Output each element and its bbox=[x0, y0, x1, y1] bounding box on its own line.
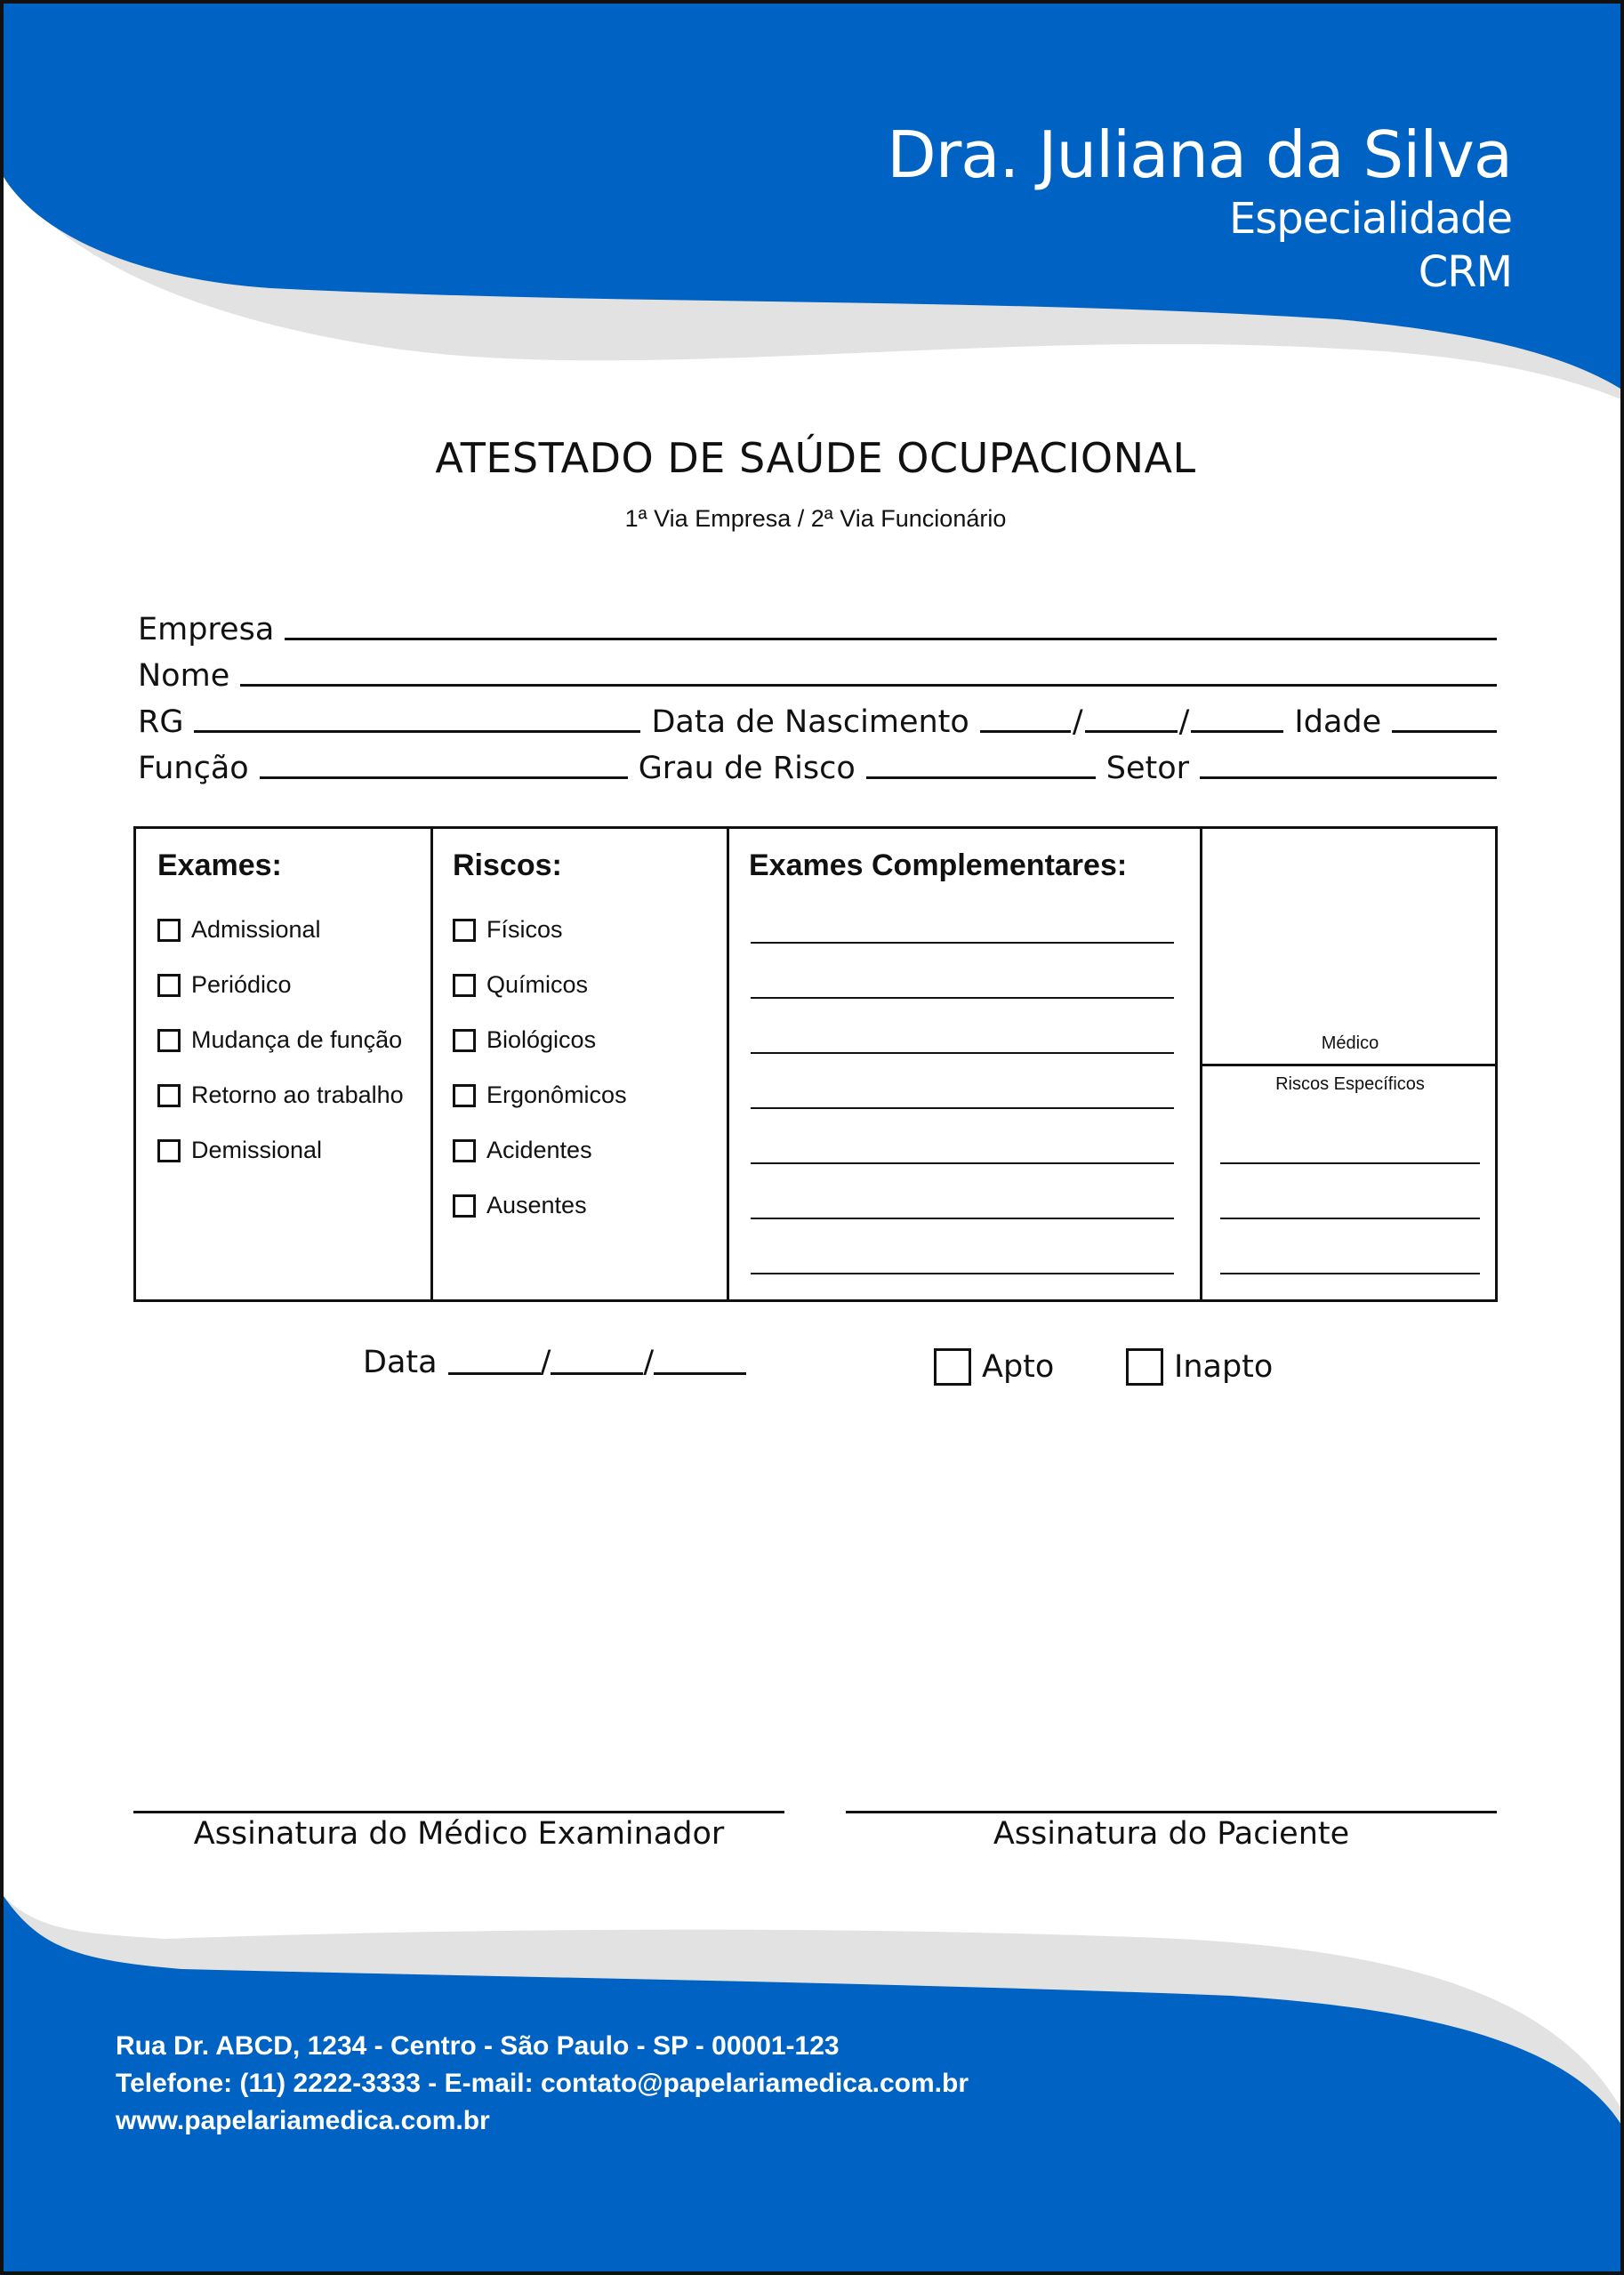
form-subtitle: 1ª Via Empresa / 2ª Via Funcionário bbox=[624, 505, 1007, 532]
date-separator: / bbox=[1178, 704, 1190, 740]
exam-date-year-field[interactable] bbox=[654, 1372, 746, 1375]
checkbox-label: Acidentes bbox=[486, 1137, 592, 1163]
apto-label: Apto bbox=[982, 1349, 1055, 1385]
checkbox-icon[interactable] bbox=[453, 1029, 476, 1052]
field-row-rg-nascimento bbox=[138, 695, 1497, 740]
data-nascimento-label: Data de Nascimento bbox=[651, 704, 969, 740]
form-title: ATESTADO DE SAÚDE OCUPACIONAL bbox=[435, 434, 1196, 482]
checkbox-label: Químicos bbox=[486, 971, 589, 998]
exam-date-month-field[interactable] bbox=[551, 1372, 643, 1375]
checkbox-biologicos[interactable] bbox=[453, 1026, 596, 1054]
nome-field[interactable] bbox=[240, 684, 1497, 687]
date-separator: / bbox=[643, 1345, 655, 1380]
grau-risco-field[interactable] bbox=[866, 776, 1096, 779]
nome-label: Nome bbox=[138, 658, 230, 694]
riscos-column bbox=[433, 829, 727, 1299]
exam-date-row bbox=[363, 1345, 746, 1380]
exame-complementar-line-7[interactable] bbox=[751, 1273, 1174, 1274]
checkbox-label: Ausentes bbox=[486, 1192, 587, 1218]
checkbox-icon[interactable] bbox=[453, 974, 476, 997]
apto-checkbox[interactable] bbox=[934, 1348, 971, 1386]
exame-complementar-line-3[interactable] bbox=[751, 1052, 1174, 1054]
checkbox-admissional[interactable] bbox=[157, 916, 321, 944]
field-row-funcao bbox=[138, 742, 1497, 786]
checkbox-fisicos[interactable] bbox=[453, 916, 563, 944]
footer-address: Rua Dr. ABCD, 1234 - Centro - São Paulo - SP - 00001-123 bbox=[116, 2031, 840, 2061]
exames-complementares-heading: Exames Complementares: bbox=[749, 848, 1128, 882]
checkbox-icon[interactable] bbox=[157, 919, 181, 942]
checkbox-label: Mudança de função bbox=[191, 1026, 403, 1053]
checkbox-demissional[interactable] bbox=[157, 1137, 322, 1164]
doctor-signature-line[interactable] bbox=[133, 1811, 784, 1813]
patient-signature-label: Assinatura do Paciente bbox=[993, 1816, 1350, 1852]
checkbox-label: Periódico bbox=[191, 971, 292, 998]
rg-label: RG bbox=[138, 704, 184, 740]
checkbox-icon[interactable] bbox=[157, 1084, 181, 1107]
exames-heading: Exames: bbox=[157, 848, 282, 882]
exame-complementar-line-2[interactable] bbox=[751, 997, 1174, 999]
field-row-empresa bbox=[138, 603, 1497, 647]
checkbox-label: Demissional bbox=[191, 1137, 323, 1163]
exames-complementares-column bbox=[729, 829, 1200, 1299]
exame-complementar-line-5[interactable] bbox=[751, 1162, 1174, 1164]
risco-especifico-line-1[interactable] bbox=[1220, 1162, 1480, 1164]
date-separator: / bbox=[1072, 704, 1083, 740]
checkbox-icon[interactable] bbox=[157, 1139, 181, 1162]
checkbox-icon[interactable] bbox=[157, 1029, 181, 1052]
riscos-especificos-label: Riscos Específicos bbox=[1275, 1074, 1425, 1094]
idade-field[interactable] bbox=[1392, 730, 1497, 733]
medico-divider bbox=[1202, 1064, 1498, 1066]
checkbox-label: Retorno ao trabalho bbox=[191, 1081, 404, 1108]
checkbox-mudanca-funcao[interactable] bbox=[157, 1026, 402, 1054]
exame-complementar-line-6[interactable] bbox=[751, 1218, 1174, 1219]
checkbox-icon[interactable] bbox=[453, 1194, 476, 1218]
rg-field[interactable] bbox=[194, 730, 640, 733]
exames-column bbox=[136, 829, 430, 1299]
checkbox-retorno-trabalho[interactable] bbox=[157, 1081, 404, 1109]
empresa-field[interactable] bbox=[285, 638, 1497, 640]
exame-complementar-line-4[interactable] bbox=[751, 1107, 1174, 1109]
inapto-checkbox[interactable] bbox=[1126, 1348, 1163, 1386]
grau-risco-label: Grau de Risco bbox=[638, 751, 856, 786]
apto-option[interactable] bbox=[934, 1348, 1054, 1386]
risco-especifico-line-3[interactable] bbox=[1220, 1273, 1480, 1274]
funcao-label: Função bbox=[138, 751, 249, 786]
doctor-signature-label: Assinatura do Médico Examinador bbox=[193, 1816, 725, 1852]
checkbox-label: Biológicos bbox=[486, 1026, 597, 1053]
checkbox-icon[interactable] bbox=[453, 919, 476, 942]
checkbox-icon[interactable] bbox=[453, 1084, 476, 1107]
nascimento-day-field[interactable] bbox=[980, 730, 1071, 733]
inapto-option[interactable] bbox=[1126, 1348, 1273, 1386]
checkbox-acidentes[interactable] bbox=[453, 1137, 592, 1164]
medico-column bbox=[1202, 829, 1498, 1299]
checkbox-label: Ergonômicos bbox=[486, 1081, 627, 1108]
checkbox-icon[interactable] bbox=[453, 1139, 476, 1162]
risco-especifico-line-2[interactable] bbox=[1220, 1218, 1480, 1219]
doctor-specialty: Especialidade bbox=[1228, 194, 1512, 244]
checkbox-label: Admissional bbox=[191, 916, 321, 943]
field-row-nome bbox=[138, 649, 1497, 694]
empresa-label: Empresa bbox=[138, 612, 275, 647]
riscos-heading: Riscos: bbox=[453, 848, 562, 882]
setor-field[interactable] bbox=[1200, 776, 1497, 779]
exam-table bbox=[133, 826, 1498, 1302]
medico-label: Médico bbox=[1321, 1033, 1379, 1053]
exame-complementar-line-1[interactable] bbox=[751, 942, 1174, 944]
checkbox-label: Físicos bbox=[486, 916, 563, 943]
checkbox-icon[interactable] bbox=[157, 974, 181, 997]
exam-date-day-field[interactable] bbox=[448, 1372, 541, 1375]
footer-contact: Telefone: (11) 2222-3333 - E-mail: contato@papelariamedica.com.br bbox=[116, 2069, 969, 2098]
date-separator: / bbox=[540, 1345, 551, 1380]
doctor-crm: CRM bbox=[1418, 247, 1512, 297]
doctor-name: Dra. Juliana da Silva bbox=[887, 117, 1512, 192]
nascimento-month-field[interactable] bbox=[1085, 730, 1178, 733]
checkbox-periodico[interactable] bbox=[157, 971, 292, 999]
nascimento-year-field[interactable] bbox=[1191, 730, 1283, 733]
footer-website: www.papelariamedica.com.br bbox=[116, 2106, 490, 2135]
checkbox-ergonomicos[interactable] bbox=[453, 1081, 627, 1109]
checkbox-quimicos[interactable] bbox=[453, 971, 588, 999]
idade-label: Idade bbox=[1294, 704, 1382, 740]
inapto-label: Inapto bbox=[1174, 1349, 1274, 1385]
funcao-field[interactable] bbox=[260, 776, 628, 779]
setor-label: Setor bbox=[1105, 751, 1190, 786]
patient-signature-line[interactable] bbox=[846, 1811, 1497, 1813]
checkbox-ausentes[interactable] bbox=[453, 1192, 587, 1219]
data-label: Data bbox=[363, 1345, 438, 1380]
